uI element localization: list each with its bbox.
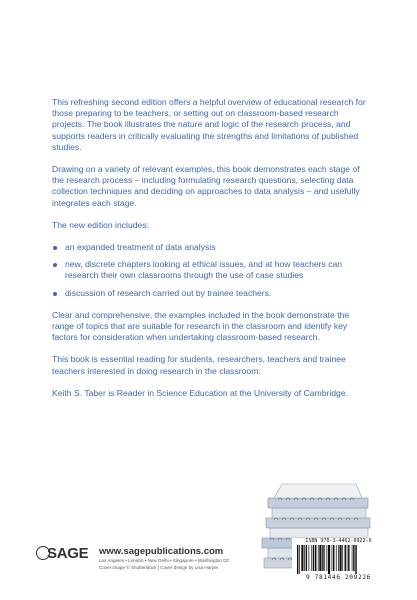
publisher-block: [36, 545, 230, 576]
feature-list: [52, 242, 372, 299]
list-item: an expanded treatment of data analysis: [52, 242, 372, 253]
cover-credits: Cover image © Shutterstock | Cover design by Lisa Harper: [99, 565, 219, 570]
isbn-label: ISBN 978-1-4462-0922-6: [305, 538, 372, 544]
summary-paragraph: Clear and comprehensive, the examples included in the book demonstrate the range of topics that are suitable for research in the classroom and identify key factors for consideration when undertaking classroom-based research.: [52, 309, 350, 343]
examples-paragraph: Drawing on a variety of relevant examples, this book demonstrates each stage of the research process – including formulating research questions, selecting data collection techniques and deciding on approaches to data analysis – and usefully integrates each stage.: [52, 164, 360, 208]
cover-text: [52, 97, 372, 410]
barcode-digits: 9 781446 209226: [306, 574, 371, 581]
isbn-barcode: [292, 538, 385, 582]
audience-paragraph: This book is essential reading for students, researchers, teachers and trainee teachers interested in doing research in the classroom.: [52, 354, 346, 376]
list-item: new, discrete chapters looking at ethical issues, and at how teachers can research their own classrooms through the use of case studies: [52, 259, 372, 281]
list-item: discussion of research carried out by trainee teachers.: [52, 288, 372, 299]
bullet-icon: [53, 263, 57, 267]
intro-paragraph: This refreshing second edition offers a helpful overview of educational research for those preparing to be teachers, or setting out on classroom-based research projects. The book illustrates the nature and logic of the research process, and supports readers in critically evaluating the strengths and limitations of published studies.: [52, 97, 366, 152]
publisher-cities: Los Angeles • London • New Delhi • Singapore • Washington DC: [99, 558, 230, 563]
publisher-logo-text: SAGE: [47, 545, 89, 562]
list-intro: The new edition includes:: [52, 219, 149, 230]
author-bio: Keith S. Taber is Reader in Science Education at the University of Cambridge.: [52, 387, 349, 398]
bullet-icon: [53, 246, 57, 250]
publisher-url: www.sagepublications.com: [99, 546, 224, 557]
barcode-icon: [292, 545, 385, 574]
bullet-icon: [53, 292, 57, 296]
